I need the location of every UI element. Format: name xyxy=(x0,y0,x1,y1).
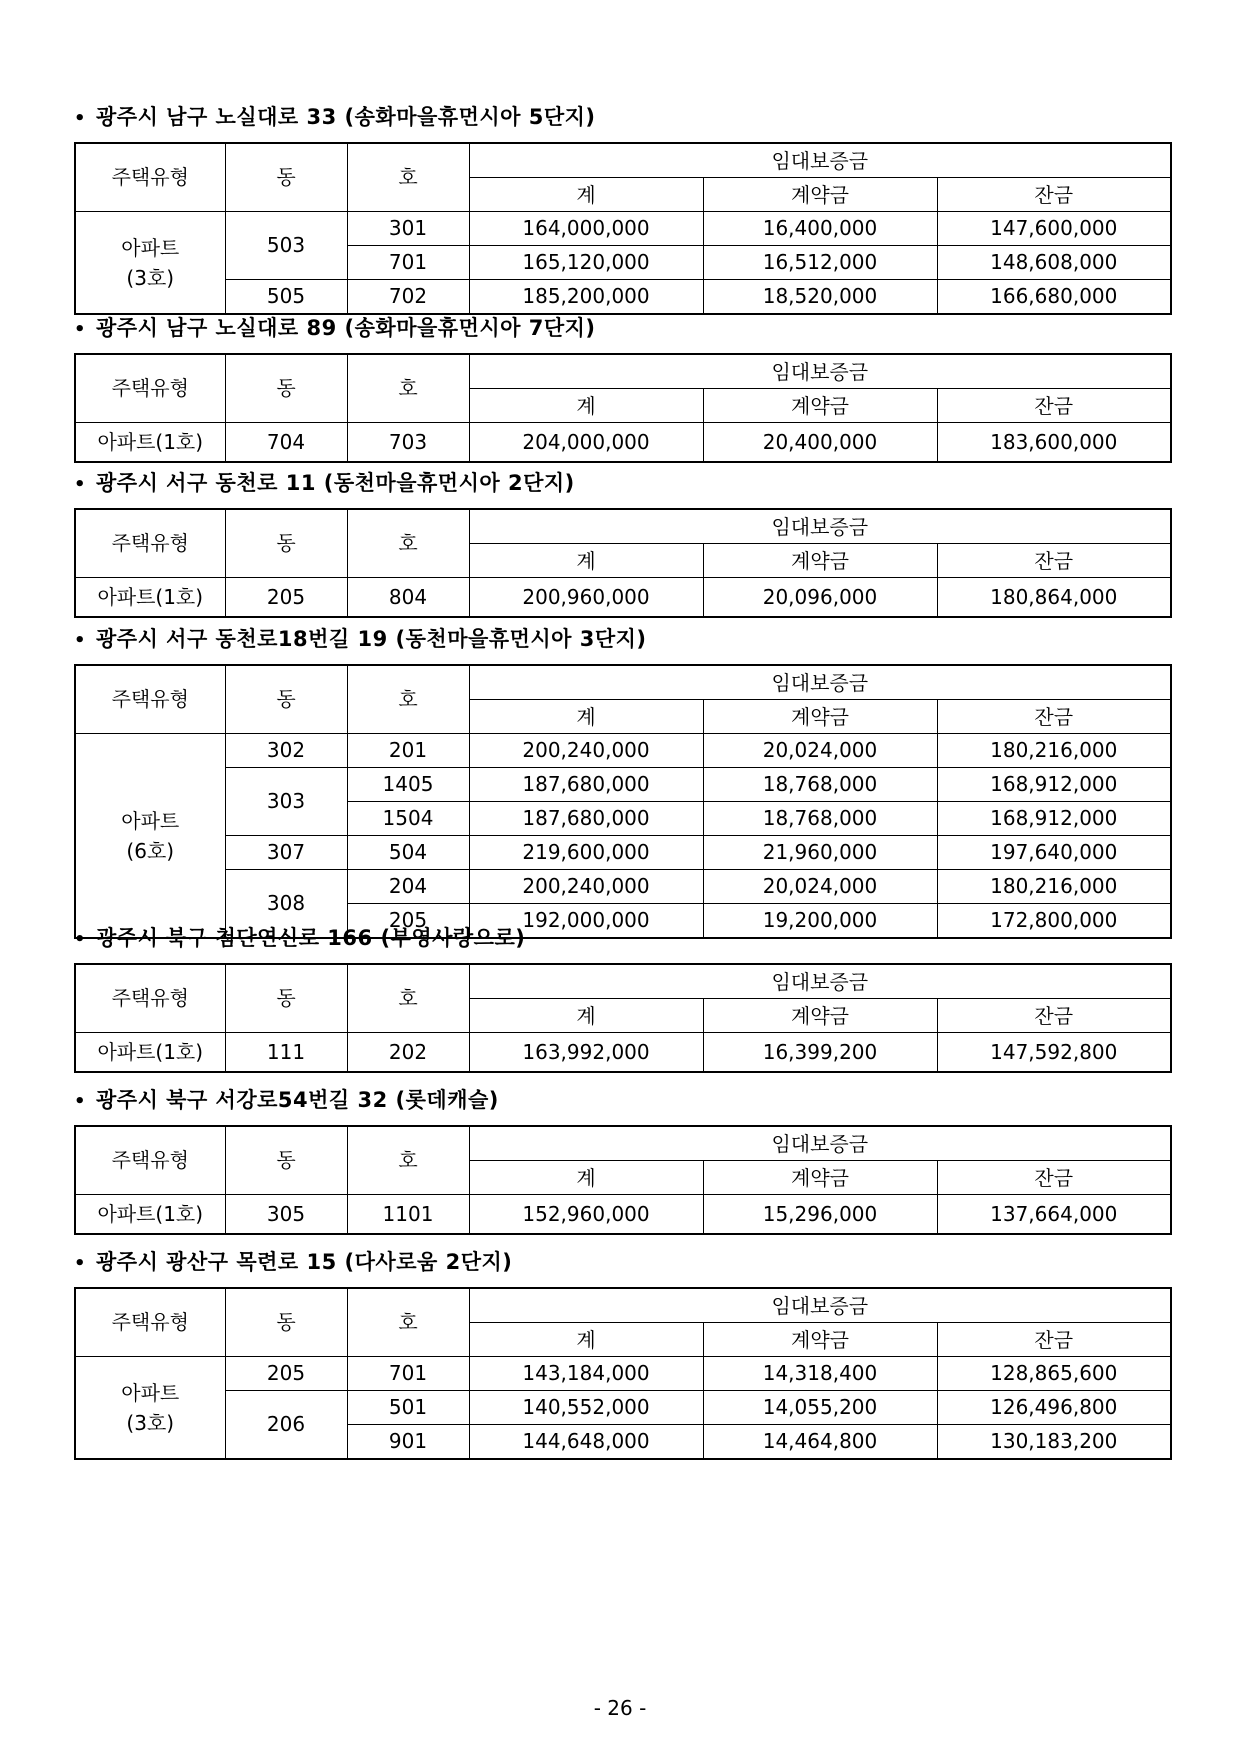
balance-cell: 137,664,000 xyxy=(937,1195,1171,1235)
header-down-payment: 계약금 xyxy=(703,389,937,423)
table-row xyxy=(75,212,1171,246)
header-row xyxy=(75,1126,1171,1161)
header-ho: 호 xyxy=(347,509,469,578)
balance-cell: 126,496,800 xyxy=(937,1391,1171,1425)
ho-cell: 703 xyxy=(347,423,469,463)
deposit-table xyxy=(74,963,1172,1073)
header-ho: 호 xyxy=(347,354,469,423)
header-row xyxy=(75,1288,1171,1323)
down-payment-cell: 20,400,000 xyxy=(703,423,937,463)
deposit-table xyxy=(74,1125,1172,1235)
balance-cell: 180,216,000 xyxy=(937,734,1171,768)
ho-cell: 504 xyxy=(347,836,469,870)
housing-type-cell: 아파트 (6호) xyxy=(75,734,225,939)
deposit-table xyxy=(74,353,1172,463)
table-row xyxy=(75,1195,1171,1235)
header-type: 주택유형 xyxy=(75,143,225,212)
total-cell: 200,240,000 xyxy=(469,870,703,904)
header-total: 계 xyxy=(469,999,703,1033)
section-heading xyxy=(74,97,1170,137)
table-row xyxy=(75,423,1171,463)
header-dong: 동 xyxy=(225,143,347,212)
header-down-payment: 계약금 xyxy=(703,544,937,578)
header-total: 계 xyxy=(469,700,703,734)
ho-cell: 205 xyxy=(347,904,469,939)
section-heading xyxy=(74,463,1170,503)
ho-cell: 501 xyxy=(347,1391,469,1425)
balance-cell: 147,600,000 xyxy=(937,212,1171,246)
header-type: 주택유형 xyxy=(75,665,225,734)
dong-cell: 505 xyxy=(225,280,347,315)
total-cell: 219,600,000 xyxy=(469,836,703,870)
down-payment-cell: 14,318,400 xyxy=(703,1357,937,1391)
balance-cell: 183,600,000 xyxy=(937,423,1171,463)
section-title: 광주시 서구 동천로18번길 19 (동천마을휴먼시아 3단지) xyxy=(96,627,647,651)
total-cell: 144,648,000 xyxy=(469,1425,703,1460)
header-type: 주택유형 xyxy=(75,964,225,1033)
header-down-payment: 계약금 xyxy=(703,999,937,1033)
deposit-table xyxy=(74,142,1172,315)
ho-cell: 1504 xyxy=(347,802,469,836)
total-cell: 152,960,000 xyxy=(469,1195,703,1235)
bullet-icon: • xyxy=(74,1091,87,1112)
header-balance: 잔금 xyxy=(937,1161,1171,1195)
dong-cell: 307 xyxy=(225,836,347,870)
ho-cell: 1101 xyxy=(347,1195,469,1235)
bullet-icon: • xyxy=(74,630,87,651)
total-cell: 163,992,000 xyxy=(469,1033,703,1073)
down-payment-cell: 18,768,000 xyxy=(703,768,937,802)
header-total: 계 xyxy=(469,178,703,212)
ho-cell: 204 xyxy=(347,870,469,904)
section-heading xyxy=(74,918,1170,958)
total-cell: 143,184,000 xyxy=(469,1357,703,1391)
down-payment-cell: 16,512,000 xyxy=(703,246,937,280)
header-ho: 호 xyxy=(347,964,469,1033)
total-cell: 187,680,000 xyxy=(469,768,703,802)
ho-cell: 701 xyxy=(347,1357,469,1391)
down-payment-cell: 21,960,000 xyxy=(703,836,937,870)
balance-cell: 168,912,000 xyxy=(937,768,1171,802)
ho-cell: 702 xyxy=(347,280,469,315)
header-row xyxy=(75,964,1171,999)
total-cell: 164,000,000 xyxy=(469,212,703,246)
ho-cell: 701 xyxy=(347,246,469,280)
housing-type-cell: 아파트(1호) xyxy=(75,1033,225,1073)
down-payment-cell: 14,464,800 xyxy=(703,1425,937,1460)
balance-cell: 148,608,000 xyxy=(937,246,1171,280)
dong-cell: 503 xyxy=(225,212,347,280)
bullet-icon: • xyxy=(74,929,87,950)
complex-section xyxy=(74,308,1170,463)
header-type: 주택유형 xyxy=(75,1288,225,1357)
header-dong: 동 xyxy=(225,354,347,423)
header-dong: 동 xyxy=(225,1126,347,1195)
table-row xyxy=(75,734,1171,768)
table-row xyxy=(75,768,1171,802)
balance-cell: 197,640,000 xyxy=(937,836,1171,870)
complex-section xyxy=(74,463,1170,618)
header-total: 계 xyxy=(469,1161,703,1195)
deposit-table xyxy=(74,1287,1172,1460)
bullet-icon: • xyxy=(74,108,87,129)
header-total: 계 xyxy=(469,389,703,423)
down-payment-cell: 14,055,200 xyxy=(703,1391,937,1425)
dong-cell: 205 xyxy=(225,1357,347,1391)
section-title: 광주시 광산구 목련로 15 (다사로움 2단지) xyxy=(96,1250,513,1274)
section-heading xyxy=(74,1080,1170,1120)
header-balance: 잔금 xyxy=(937,1323,1171,1357)
complex-section xyxy=(74,97,1170,315)
down-payment-cell: 19,200,000 xyxy=(703,904,937,939)
down-payment-cell: 20,024,000 xyxy=(703,734,937,768)
total-cell: 200,960,000 xyxy=(469,578,703,618)
header-deposit: 임대보증금 xyxy=(469,964,1171,999)
header-deposit: 임대보증금 xyxy=(469,1288,1171,1323)
section-title: 광주시 서구 동천로 11 (동천마을휴먼시아 2단지) xyxy=(96,471,575,495)
dong-cell: 205 xyxy=(225,578,347,618)
balance-cell: 128,865,600 xyxy=(937,1357,1171,1391)
housing-type-cell: 아파트(1호) xyxy=(75,1195,225,1235)
deposit-table xyxy=(74,664,1172,939)
dong-cell: 308 xyxy=(225,870,347,939)
total-cell: 187,680,000 xyxy=(469,802,703,836)
complex-section xyxy=(74,918,1170,1073)
housing-type-cell: 아파트 (3호) xyxy=(75,1357,225,1460)
header-total: 계 xyxy=(469,1323,703,1357)
header-down-payment: 계약금 xyxy=(703,1161,937,1195)
header-deposit: 임대보증금 xyxy=(469,665,1171,700)
housing-type-cell: 아파트(1호) xyxy=(75,578,225,618)
header-ho: 호 xyxy=(347,1126,469,1195)
header-row xyxy=(75,354,1171,389)
header-row xyxy=(75,665,1171,700)
header-deposit: 임대보증금 xyxy=(469,1126,1171,1161)
balance-cell: 130,183,200 xyxy=(937,1425,1171,1460)
header-total: 계 xyxy=(469,544,703,578)
dong-cell: 302 xyxy=(225,734,347,768)
total-cell: 185,200,000 xyxy=(469,280,703,315)
housing-type-cell: 아파트 (3호) xyxy=(75,212,225,315)
balance-cell: 180,216,000 xyxy=(937,870,1171,904)
table-row xyxy=(75,1357,1171,1391)
total-cell: 192,000,000 xyxy=(469,904,703,939)
total-cell: 165,120,000 xyxy=(469,246,703,280)
header-ho: 호 xyxy=(347,143,469,212)
ho-cell: 804 xyxy=(347,578,469,618)
header-row xyxy=(75,509,1171,544)
total-cell: 204,000,000 xyxy=(469,423,703,463)
balance-cell: 180,864,000 xyxy=(937,578,1171,618)
header-down-payment: 계약금 xyxy=(703,1323,937,1357)
ho-cell: 901 xyxy=(347,1425,469,1460)
ho-cell: 1405 xyxy=(347,768,469,802)
section-title: 광주시 남구 노실대로 89 (송화마을휴먼시아 7단지) xyxy=(96,316,596,340)
down-payment-cell: 16,400,000 xyxy=(703,212,937,246)
header-type: 주택유형 xyxy=(75,1126,225,1195)
section-heading xyxy=(74,308,1170,348)
complex-section xyxy=(74,1242,1170,1460)
balance-cell: 166,680,000 xyxy=(937,280,1171,315)
table-row xyxy=(75,870,1171,904)
balance-cell: 168,912,000 xyxy=(937,802,1171,836)
header-balance: 잔금 xyxy=(937,999,1171,1033)
down-payment-cell: 20,096,000 xyxy=(703,578,937,618)
header-deposit: 임대보증금 xyxy=(469,509,1171,544)
complex-section xyxy=(74,1080,1170,1235)
header-row xyxy=(75,143,1171,178)
total-cell: 140,552,000 xyxy=(469,1391,703,1425)
header-dong: 동 xyxy=(225,665,347,734)
table-row xyxy=(75,1391,1171,1425)
header-dong: 동 xyxy=(225,964,347,1033)
balance-cell: 147,592,800 xyxy=(937,1033,1171,1073)
header-down-payment: 계약금 xyxy=(703,700,937,734)
section-title: 광주시 북구 서강로54번길 32 (롯데캐슬) xyxy=(96,1088,499,1112)
down-payment-cell: 20,024,000 xyxy=(703,870,937,904)
section-heading xyxy=(74,619,1170,659)
header-dong: 동 xyxy=(225,1288,347,1357)
header-deposit: 임대보증금 xyxy=(469,143,1171,178)
down-payment-cell: 15,296,000 xyxy=(703,1195,937,1235)
total-cell: 200,240,000 xyxy=(469,734,703,768)
ho-cell: 301 xyxy=(347,212,469,246)
ho-cell: 201 xyxy=(347,734,469,768)
table-row xyxy=(75,578,1171,618)
dong-cell: 303 xyxy=(225,768,347,836)
dong-cell: 111 xyxy=(225,1033,347,1073)
header-type: 주택유형 xyxy=(75,509,225,578)
bullet-icon: • xyxy=(74,474,87,495)
bullet-icon: • xyxy=(74,319,87,340)
header-balance: 잔금 xyxy=(937,544,1171,578)
header-balance: 잔금 xyxy=(937,389,1171,423)
deposit-table xyxy=(74,508,1172,618)
balance-cell: 172,800,000 xyxy=(937,904,1171,939)
section-title: 광주시 남구 노실대로 33 (송화마을휴먼시아 5단지) xyxy=(96,105,596,129)
dong-cell: 206 xyxy=(225,1391,347,1460)
down-payment-cell: 18,520,000 xyxy=(703,280,937,315)
table-row xyxy=(75,836,1171,870)
header-balance: 잔금 xyxy=(937,700,1171,734)
section-title: 광주시 북구 첨단연신로 166 (부영사랑으로) xyxy=(96,926,526,950)
down-payment-cell: 16,399,200 xyxy=(703,1033,937,1073)
housing-type-cell: 아파트(1호) xyxy=(75,423,225,463)
header-ho: 호 xyxy=(347,665,469,734)
ho-cell: 202 xyxy=(347,1033,469,1073)
header-type: 주택유형 xyxy=(75,354,225,423)
complex-section xyxy=(74,619,1170,939)
dong-cell: 704 xyxy=(225,423,347,463)
dong-cell: 305 xyxy=(225,1195,347,1235)
header-dong: 동 xyxy=(225,509,347,578)
header-balance: 잔금 xyxy=(937,178,1171,212)
section-heading xyxy=(74,1242,1170,1282)
down-payment-cell: 18,768,000 xyxy=(703,802,937,836)
header-down-payment: 계약금 xyxy=(703,178,937,212)
bullet-icon: • xyxy=(74,1253,87,1274)
table-row xyxy=(75,1033,1171,1073)
page-number: - 26 - xyxy=(593,1696,647,1720)
header-deposit: 임대보증금 xyxy=(469,354,1171,389)
header-ho: 호 xyxy=(347,1288,469,1357)
